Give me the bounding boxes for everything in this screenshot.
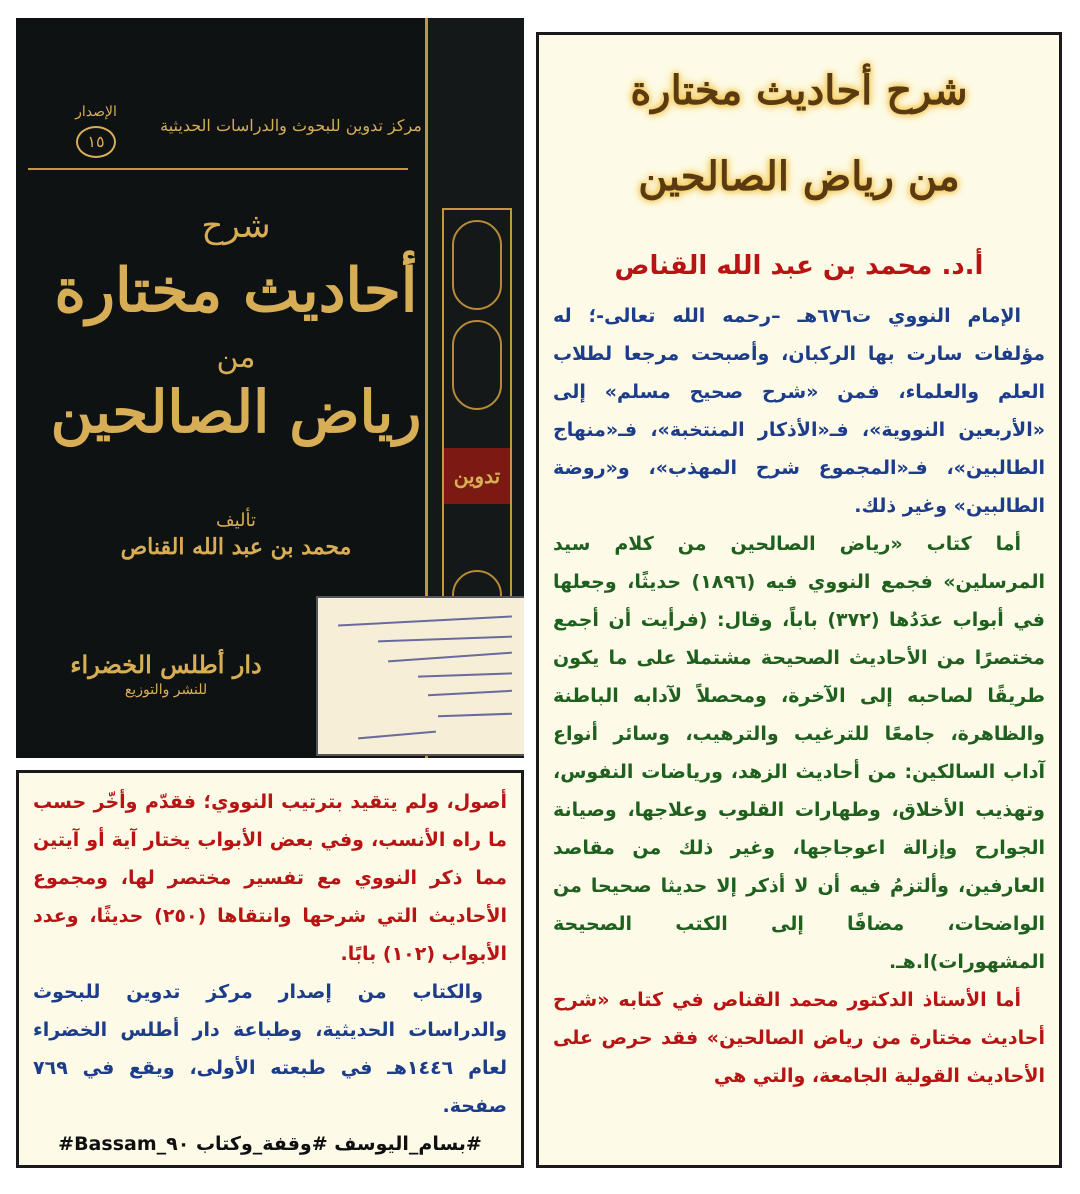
cover-title-line2: أحاديث مختارة	[54, 256, 418, 326]
continuation-paragraph-2: والكتاب من إصدار مركز تدوين للبحوث والدراسات الحديثية، وطباعة دار أطلس الخضراء لعام ١٤٤٦هـ في طبعته الأولى، ويقع في ٧٦٩ صفحة.	[33, 981, 507, 1117]
book-cover-photo	[16, 18, 524, 758]
cover-author-label: تأليف	[215, 510, 257, 531]
article-paragraph-2: أما كتاب «رياض الصالحين من كلام سيد المرسلين» فجمع النووي فيه (١٨٩٦) حديثًا، وجعلها في أبواب عدَدُها (٣٧٢) باباً، وقال: (فرأيت أن أجمع مختصرًا من الأحاديث الصحيحة مشتملا على ما يكون طريقًا لصاحبه إلى الآخرة، ومحصلاً لآدابه الباطنة والظاهرة، جامعًا للترغيب والترهيب، وسائر أنواع آداب السالكين: من أحاديث الزهد، ورياضات النفوس، وتهذيب الأخلاق، وطهارات القلوب وعلاجها، وصيانة الجوارح وإزالة اعوجاجها، وغير ذلك من مقاصد العارفين، وألتزمُ فيه أن لا أذكر إلا حديثا صحيحا من الواضحات، مضافًا إلى الكتب الصحيحة المشهورات)ا.هـ.	[553, 533, 1045, 973]
cover-title-line3: من	[216, 340, 256, 375]
article-body	[553, 297, 1045, 1095]
cover-printer-sub: للنشر والتوزيع	[124, 682, 208, 698]
cover-printer-name: دار أطلس الخضراء	[70, 650, 262, 679]
continuation-panel	[16, 770, 524, 1168]
article-title-line2: من رياض الصالحين	[638, 153, 960, 200]
continuation-body	[33, 783, 507, 1163]
cover-title-line1: شرح	[201, 206, 271, 246]
article-paragraph-3: أما الأستاذ الدكتور محمد القناص في كتابه «شرح أحاديث مختارة من رياض الصالحين» فقد حرص على الأحاديث القولية الجامعة، والتي هي	[553, 989, 1045, 1087]
spine-logo: تدوين	[444, 448, 510, 504]
cover-publisher: مركز تدوين للبحوث والدراسات الحديثية	[160, 116, 422, 135]
continuation-paragraph-1: أصول، ولم يتقيد بترتيب النووي؛ فقدّم وأخّر حسب ما راه الأنسب، وفي بعض الأبواب يختار آية أو آيتين مما ذكر النووي مع تفسير مختصر لها، ومجموع الأحاديث التي شرحها وانتقاها (٢٥٠) حديثًا، وعدد الأبواب (١٠٢) بابًا.	[33, 791, 507, 965]
article-author: أ.د. محمد بن عبد الله القناص	[614, 251, 984, 281]
article-paragraph-1: الإمام النووي ت٦٧٦هـ –رحمه الله تعالى-؛ له مؤلفات سارت بها الركبان، وأصبحت مرجعا لطلاب العلم والعلماء، فمن «شرح صحيح مسلم» إلى «الأربعين النووية»، فـ«الأذكار المنتخبة»، فـ«منهاج الطالبين»، فـ«المجموع شرح المهذب»، و«روضة الطالبين» وغير ذلك.	[553, 305, 1045, 517]
cover-edition-label: الإصدار	[75, 104, 117, 120]
cover-top-border	[28, 168, 408, 170]
cover-author-name: محمد بن عبد الله القناص	[120, 534, 352, 560]
hashtags: #بسام_اليوسف #وقفة_وكتاب ٩٠_Bassam#	[58, 1133, 482, 1155]
article-title-line1: شرح أحاديث مختارة	[630, 67, 968, 114]
cover-edition-number: ١٥	[76, 126, 116, 158]
author-dedication-inscription	[316, 596, 524, 756]
article-panel	[536, 32, 1062, 1168]
cover-title-line4: رياض الصالحين	[50, 378, 422, 446]
